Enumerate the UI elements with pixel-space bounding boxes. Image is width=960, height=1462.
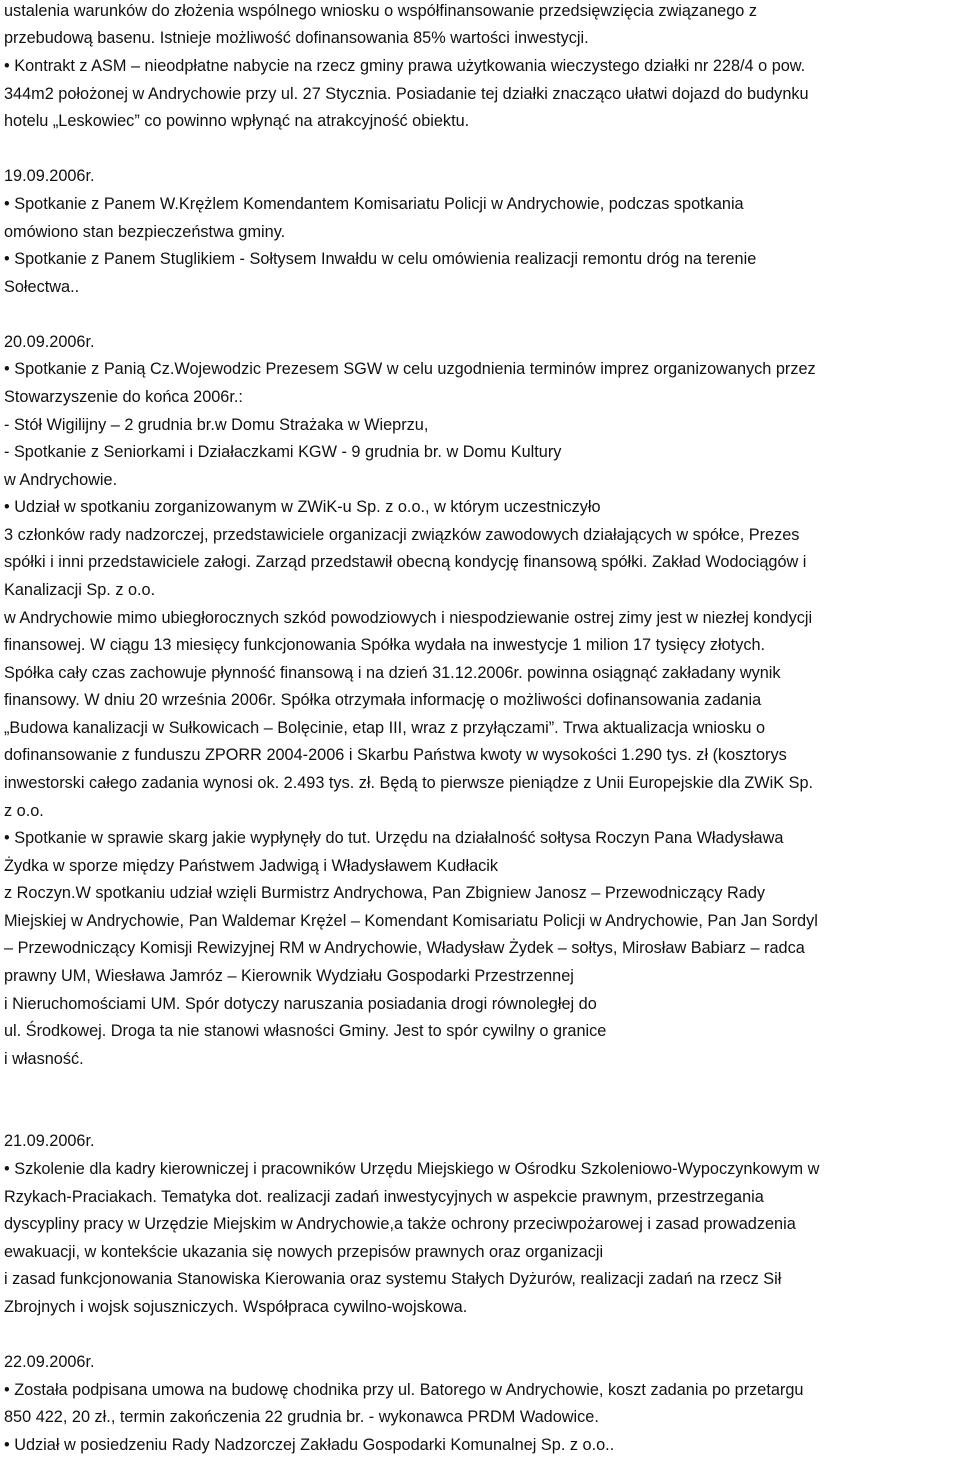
text-line: przebudową basenu. Istnieje możliwość dofinansowania 85% wartości inwestycji. bbox=[4, 29, 589, 47]
text-line: • Kontrakt z ASM – nieodpłatne nabycie na rzecz gminy prawa użytkowania wieczystego działki nr 228/4 o pow. bbox=[4, 57, 806, 75]
text-line: w Andrychowie. bbox=[4, 471, 118, 489]
text-line: - Spotkanie z Seniorkami i Działaczkami KGW - 9 grudnia br. w Domu Kultury bbox=[4, 443, 562, 461]
text-line: Żydka w sporze między Państwem Jadwigą i Władysławem Kudłacik bbox=[4, 857, 499, 875]
text-line: Sołectwa.. bbox=[4, 278, 80, 296]
text-line: hotelu „Leskowiec” co powinno wpłynąć na atrakcyjność obiektu. bbox=[4, 112, 470, 130]
text-line: ustalenia warunków do złożenia wspólnego wniosku o współfinansowanie przedsięwzięcia związanego z bbox=[4, 2, 757, 20]
text-line: finansowej. W ciągu 13 miesięcy funkcjonowania Spółka wydała na inwestycje 1 milion 17 tysięcy złotych. bbox=[4, 636, 766, 654]
date-heading: 21.09.2006r. bbox=[4, 1132, 95, 1150]
text-line: 850 422, 20 zł., termin zakończenia 22 grudnia br. - wykonawca PRDM Wadowice. bbox=[4, 1408, 599, 1426]
text-line: finansowy. W dniu 20 września 2006r. Spółka otrzymała informację o możliwości dofinansowania zadania bbox=[4, 691, 762, 709]
text-line: Kanalizacji Sp. z o.o. bbox=[4, 581, 156, 599]
text-line: ewakuacji, w kontekście ukazania się nowych przepisów prawnych oraz organizacji bbox=[4, 1243, 604, 1261]
text-line: • Spotkanie z Panią Cz.Wojewodzic Prezesem SGW w celu uzgodnienia terminów imprez organizowanych przez bbox=[4, 360, 816, 378]
text-line: • Szkolenie dla kadry kierowniczej i pracowników Urzędu Miejskiego w Ośrodku Szkoleniowo-Wypoczynkowym w bbox=[4, 1160, 820, 1178]
text-line: i zasad funkcjonowania Stanowiska Kierowania oraz systemu Stałych Dyżurów, realizacji zadań na rzecz Sił bbox=[4, 1270, 782, 1288]
date-heading: 19.09.2006r. bbox=[4, 167, 95, 185]
date-heading: 20.09.2006r. bbox=[4, 333, 95, 351]
text-line: spółki i inni przedstawiciele załogi. Zarząd przedstawił obecną kondycję finansową spółki. Zakład Wodociągów i bbox=[4, 553, 807, 571]
text-line: • Spotkanie z Panem Stuglikiem - Sołtysem Inwałdu w celu omówienia realizacji remontu dróg na terenie bbox=[4, 250, 757, 268]
text-line: w Andrychowie mimo ubiegłorocznych szkód powodziowych i niespodziewanie ostrej zimy jest w niezłej kondycji bbox=[4, 609, 813, 627]
text-line: Stowarzyszenie do końca 2006r.: bbox=[4, 388, 243, 406]
text-line: 3 członków rady nadzorczej, przedstawiciele organizacji związków zawodowych działających w spółce, Prezes bbox=[4, 526, 800, 544]
text-line: z o.o. bbox=[4, 802, 44, 820]
text-line: ul. Środkowej. Droga ta nie stanowi własności Gminy. Jest to spór cywilny o granice bbox=[4, 1022, 607, 1040]
text-line: • Udział w posiedzeniu Rady Nadzorczej Zakładu Gospodarki Komunalnej Sp. z o.o.. bbox=[4, 1436, 615, 1454]
text-line: i własność. bbox=[4, 1050, 84, 1068]
text-line: 344m2 położonej w Andrychowie przy ul. 27 Stycznia. Posiadanie tej działki znacząco ułatwi dojazd do budynku bbox=[4, 85, 809, 103]
text-line: Rzykach-Praciakach. Tematyka dot. realizacji zadań inwestycyjnych w aspekcie prawnym, przestrzegania bbox=[4, 1188, 764, 1206]
text-line: omówiono stan bezpieczeństwa gminy. bbox=[4, 223, 286, 241]
text-line: • Spotkanie z Panem W.Krężlem Komendantem Komisariatu Policji w Andrychowie, podczas spotkania bbox=[4, 195, 744, 213]
text-line: dyscypliny pracy w Urzędzie Miejskim w Andrychowie,a także ochrony przeciwpożarowej i zasad prowadzenia bbox=[4, 1215, 796, 1233]
text-line: Miejskiej w Andrychowie, Pan Waldemar Krężel – Komendant Komisariatu Policji w Andrychowie, Pan Jan Sordyl bbox=[4, 912, 818, 930]
text-line: „Budowa kanalizacji w Sułkowicach – Bolęcinie, etap III, wraz z przyłączami”. Trwa aktualizacja wniosku o bbox=[4, 719, 766, 737]
text-line: inwestorski całego zadania wynosi ok. 2.493 tys. zł. Będą to pierwsze pieniądze z Unii Europejskie dla ZWiK Sp. bbox=[4, 774, 814, 792]
text-line: Zbrojnych i wojsk sojuszniczych. Współpraca cywilno-wojskowa. bbox=[4, 1298, 468, 1316]
text-line: dofinansowanie z funduszu ZPORR 2004-2006 i Skarbu Państwa kwoty w wysokości 1.290 tys. zł (kosztorys bbox=[4, 746, 787, 764]
text-line: Spółka cały czas zachowuje płynność finansową i na dzień 31.12.2006r. powinna osiągnąć zakładany wynik bbox=[4, 664, 781, 682]
text-line: prawny UM, Wiesława Jamróz – Kierownik Wydziału Gospodarki Przestrzennej bbox=[4, 967, 574, 985]
text-line: • Udział w spotkaniu zorganizowanym w ZWiK-u Sp. z o.o., w którym uczestniczyło bbox=[4, 498, 601, 516]
text-line: z Roczyn.W spotkaniu udział wzięli Burmistrz Andrychowa, Pan Zbigniew Janosz – Przewodniczący Rady bbox=[4, 884, 766, 902]
text-line: - Stół Wigilijny – 2 grudnia br.w Domu Strażaka w Wieprzu, bbox=[4, 416, 429, 434]
text-line: i Nieruchomościami UM. Spór dotyczy naruszania posiadania drogi równoległej do bbox=[4, 995, 597, 1013]
text-line: • Spotkanie w sprawie skarg jakie wypłynęły do tut. Urzędu na działalność sołtysa Roczyn Pana Władysława bbox=[4, 829, 784, 847]
text-line: • Została podpisana umowa na budowę chodnika przy ul. Batorego w Andrychowie, koszt zadania po przetargu bbox=[4, 1381, 804, 1399]
text-line: – Przewodniczący Komisji Rewizyjnej RM w Andrychowie, Władysław Żydek – sołtys, Mirosław Babiarz – radca bbox=[4, 939, 805, 957]
date-heading: 22.09.2006r. bbox=[4, 1353, 95, 1371]
